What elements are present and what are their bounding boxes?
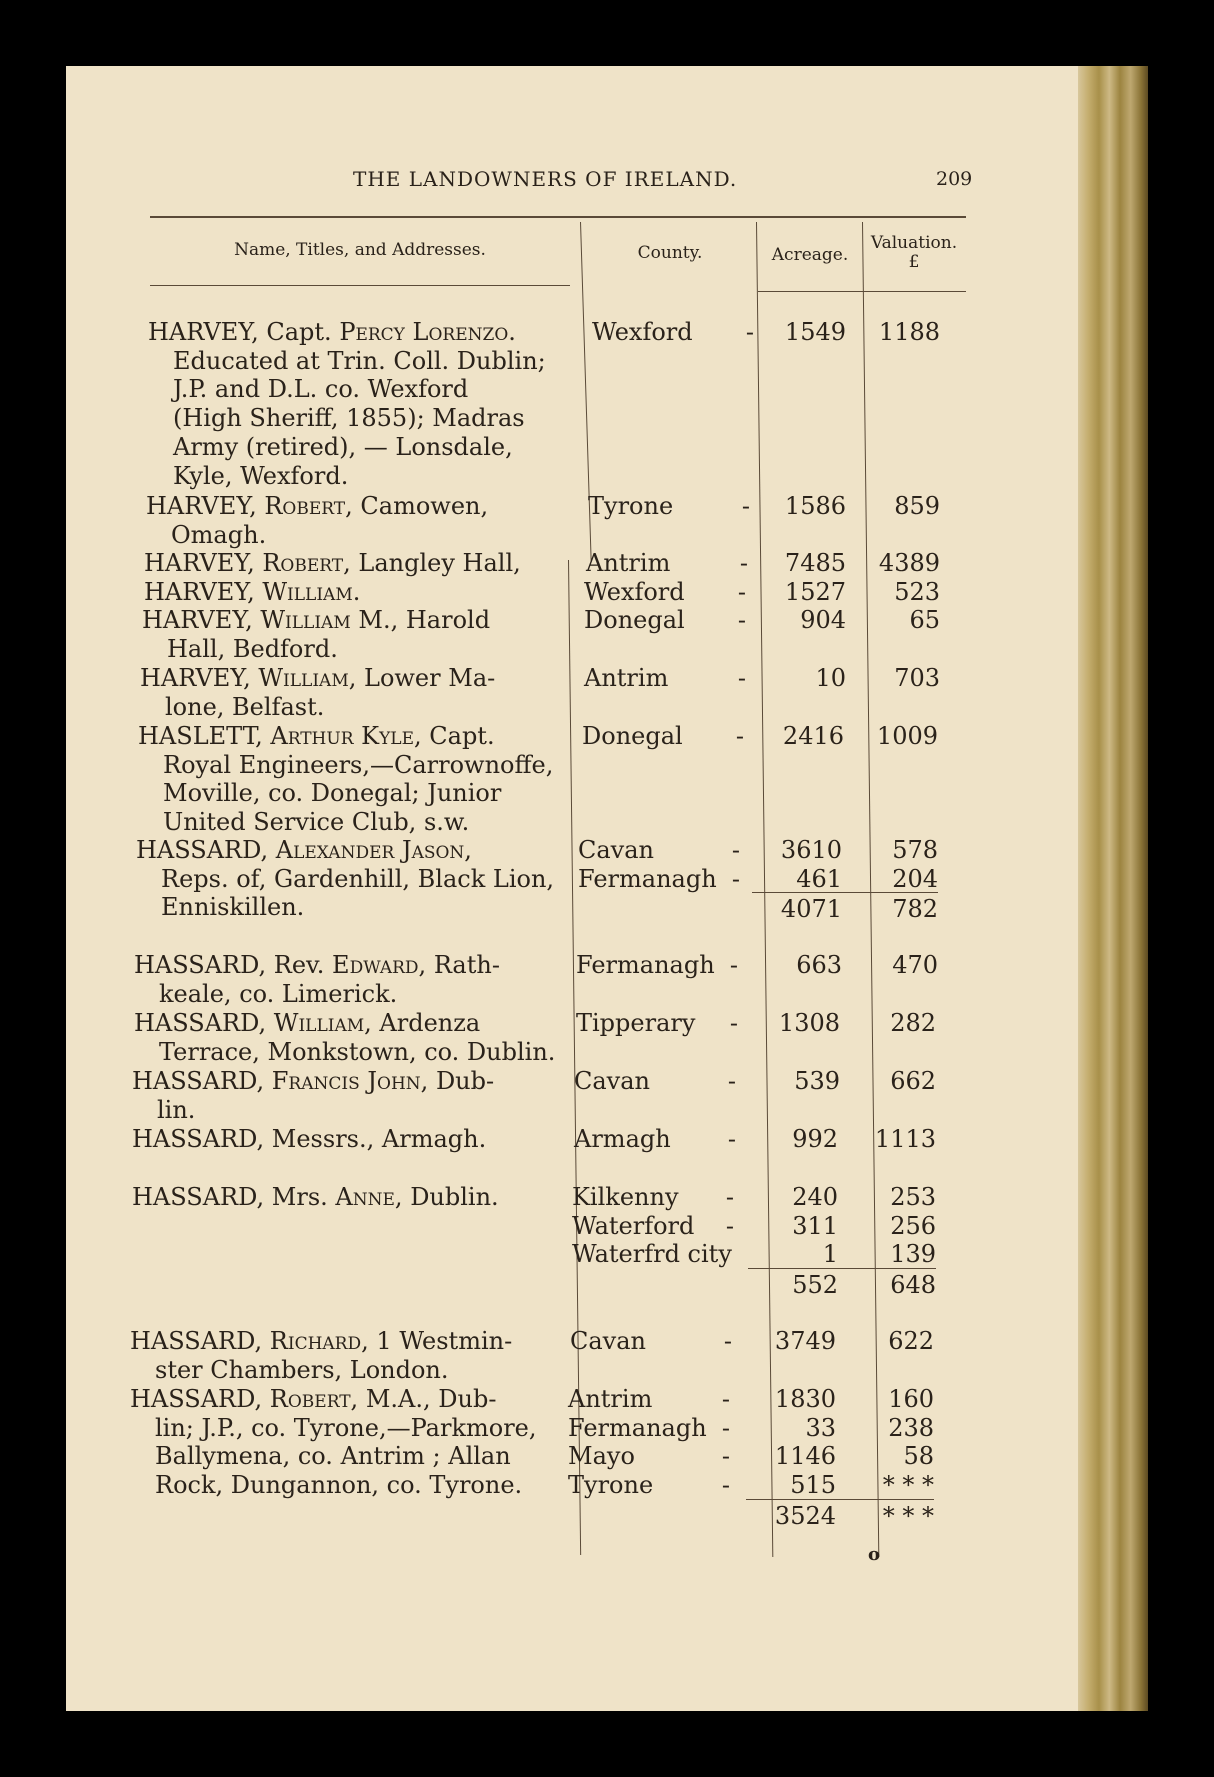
column-header-valuation	[862, 234, 966, 272]
valuation-cell: 859	[894, 492, 940, 520]
valuation-cell: 662	[890, 1067, 936, 1095]
entry-name-line: HASSARD, Rev. Edward, Rath-	[134, 951, 500, 979]
leader-dash: -	[731, 836, 740, 864]
entry-address-line: Terrace, Monkstown, co. Dublin.	[159, 1037, 556, 1066]
county-name: Wexford	[592, 318, 693, 346]
total-rule	[746, 1499, 846, 1500]
entry-address-line: Moville, co. Donegal; Junior	[163, 779, 502, 808]
entry-address-line: Army (retired), — Lonsdale,	[173, 432, 513, 461]
county-cell	[578, 836, 748, 865]
county-cell	[572, 1240, 742, 1269]
county-name: Antrim	[568, 1385, 653, 1413]
acreage-cell: 904	[800, 606, 846, 634]
total-rule	[752, 892, 852, 893]
entry-name-line: HASLETT, Arthur Kyle, Capt.	[138, 722, 495, 750]
entry-name	[130, 1385, 537, 1500]
entry-name	[144, 578, 360, 607]
county-cell	[588, 492, 758, 521]
valuation-cell: 470	[892, 951, 938, 979]
acreage-cell: 240	[792, 1183, 838, 1211]
entry-name	[134, 1009, 555, 1066]
county-name: Antrim	[586, 549, 671, 577]
entry-name-line: HASSARD, Richard, 1 Westmin-	[130, 1327, 513, 1355]
entry-name-line: HARVEY, Capt. Percy Lorenzo.	[148, 318, 516, 346]
entry-address-line: lone, Belfast.	[165, 692, 325, 721]
acreage-cell: 1308	[778, 1009, 840, 1037]
county-name: Kilkenny	[572, 1183, 679, 1211]
county-name: Antrim	[584, 664, 669, 692]
table-top-rule	[150, 216, 966, 218]
valuation-cell: 1009	[876, 722, 938, 750]
entry-address-line: Enniskillen.	[161, 893, 305, 922]
acreage-cell: 992	[792, 1125, 838, 1153]
entry-name-line: HASSARD, William, Ardenza	[134, 1009, 481, 1037]
county-cell	[568, 1471, 738, 1500]
entry-address-line: ster Chambers, London.	[155, 1355, 449, 1384]
total-rule	[836, 1268, 936, 1269]
acreage-cell: 3610	[780, 836, 842, 864]
valuation-cell: 1113	[874, 1125, 936, 1153]
leader-dash: -	[721, 1385, 730, 1413]
entry-name-line: HASSARD, Francis John, Dub-	[132, 1067, 495, 1095]
county-name: Fermanagh	[578, 864, 717, 893]
entry-address-line: United Service Club, s.w.	[163, 808, 470, 837]
county-cell	[584, 578, 754, 607]
county-cell	[578, 865, 748, 894]
page-edges	[1078, 66, 1148, 1711]
entry-name	[134, 951, 500, 1008]
leader-dash: -	[729, 1009, 738, 1037]
county-name: Tipperary	[576, 1009, 696, 1037]
valuation-unit: £	[908, 252, 920, 272]
leader-dash: -	[731, 864, 740, 893]
county-cell	[592, 318, 762, 347]
column-header-name: Name, Titles, and Addresses.	[234, 240, 486, 260]
valuation-cell: 1188	[878, 318, 940, 346]
acreage-cell: 3749	[774, 1327, 836, 1355]
leader-dash: -	[745, 318, 754, 346]
county-name: Mayo	[568, 1442, 635, 1471]
county-cell	[574, 1067, 744, 1096]
acreage-cell: 1146	[774, 1442, 836, 1471]
entry-name-line: HARVEY, Robert, Camowen,	[146, 492, 489, 520]
leader-dash: -	[723, 1327, 732, 1355]
leader-dash: -	[739, 549, 748, 577]
county-name: Wexford	[584, 578, 685, 606]
county-cell	[576, 951, 746, 980]
county-name: Tyrone	[588, 492, 674, 520]
valuation-cell: 523	[894, 578, 940, 606]
leader-dash: -	[721, 1442, 730, 1471]
county-cell	[568, 1442, 738, 1471]
page-number: 209	[936, 168, 973, 190]
entry-name	[146, 492, 488, 549]
county-cell	[586, 549, 756, 578]
valuation-total: 782	[892, 895, 938, 924]
valuation-total: 648	[890, 1271, 936, 1300]
acreage-cell: 7485	[784, 549, 846, 577]
entry-address-line: Rock, Dungannon, co. Tyrone.	[155, 1471, 523, 1500]
valuation-cell: * * *	[882, 1471, 934, 1500]
county-cell	[574, 1125, 744, 1154]
county-cell	[572, 1212, 742, 1241]
entry-address-line: Reps. of, Gardenhill, Black Lion,	[161, 864, 555, 893]
leader-dash: -	[737, 578, 746, 606]
acreage-cell: 1	[822, 1240, 838, 1269]
entry-address-line: lin.	[157, 1095, 196, 1124]
county-name: Cavan	[570, 1327, 646, 1355]
entry-address-line: (High Sheriff, 1855); Madras	[173, 404, 525, 433]
acreage-cell: 461	[796, 864, 842, 893]
entry-address-line: Royal Engineers,—Carrownoffe,	[163, 750, 554, 779]
county-name: Waterfrd city	[572, 1240, 732, 1269]
entry-name	[140, 664, 495, 721]
valuation-cell: 4389	[878, 549, 940, 577]
entry-name-line: HARVEY, William, Lower Ma-	[140, 664, 496, 692]
entry-address-line: J.P. and D.L. co. Wexford	[173, 375, 469, 404]
valuation-cell: 160	[888, 1385, 934, 1413]
county-cell	[582, 722, 752, 751]
county-cell	[576, 1009, 746, 1038]
valuation-cell: 578	[892, 836, 938, 864]
valuation-cell: 58	[903, 1442, 934, 1471]
acreage-cell: 2416	[782, 722, 844, 750]
valuation-cell: 253	[890, 1183, 936, 1211]
acreage-cell: 515	[790, 1471, 836, 1500]
valuation-cell: 282	[890, 1009, 936, 1037]
leader-dash: -	[737, 606, 746, 634]
acreage-cell: 10	[815, 664, 846, 692]
running-header: THE LANDOWNERS OF IRELAND.	[353, 167, 738, 191]
column-header-county: County.	[637, 243, 703, 263]
acreage-cell: 1586	[784, 492, 846, 520]
acreage-total: 552	[792, 1271, 838, 1300]
entry-name	[144, 549, 521, 578]
entry-name	[138, 722, 553, 837]
acreage-cell: 311	[792, 1211, 838, 1240]
total-rule	[838, 892, 938, 893]
entry-address-line: Hall, Bedford.	[167, 634, 338, 663]
acreage-cell: 1527	[784, 578, 846, 606]
county-cell	[568, 1385, 738, 1414]
county-cell	[570, 1327, 740, 1356]
county-name: Armagh	[574, 1125, 671, 1153]
county-cell	[584, 606, 754, 635]
leader-dash: -	[725, 1211, 734, 1240]
entry-name	[136, 836, 554, 922]
county-cell	[572, 1183, 742, 1212]
county-name: Fermanagh	[576, 951, 715, 979]
county-name: Fermanagh	[568, 1413, 707, 1442]
acreage-cell: 663	[796, 951, 842, 979]
acreage-cell: 33	[805, 1413, 836, 1442]
acreage-cell: 1830	[774, 1385, 836, 1413]
county-name: Donegal	[582, 722, 683, 750]
entry-address-line: Educated at Trin. Coll. Dublin;	[173, 346, 546, 375]
valuation-cell: 204	[892, 864, 938, 893]
total-rule	[748, 1268, 848, 1269]
county-cell	[584, 664, 754, 693]
signature-mark: o	[868, 1544, 881, 1565]
entry-address-line: Kyle, Wexford.	[173, 461, 349, 490]
total-rule	[834, 1499, 934, 1500]
leader-dash: -	[721, 1471, 730, 1500]
entry-name-line: HASSARD, Alexander Jason,	[136, 836, 472, 864]
valuation-cell: 65	[909, 606, 940, 634]
header-bottom-rule-name	[150, 285, 570, 286]
valuation-cell: 139	[890, 1240, 936, 1269]
leader-dash: -	[727, 1067, 736, 1095]
leader-dash: -	[721, 1413, 730, 1442]
column-header-acreage: Acreage.	[771, 245, 849, 265]
valuation-cell: 238	[888, 1413, 934, 1442]
entry-address-line: lin; J.P., co. Tyrone,—Parkmore,	[155, 1413, 537, 1442]
entry-name	[132, 1183, 499, 1212]
entry-name-line: HARVEY, Robert, Langley Hall,	[144, 549, 521, 577]
valuation-cell: 256	[890, 1211, 936, 1240]
acreage-cell: 1549	[784, 318, 846, 346]
county-cell	[568, 1414, 738, 1443]
acreage-total: 4071	[780, 895, 842, 924]
leader-dash: -	[735, 722, 744, 750]
entry-address-line: keale, co. Limerick.	[159, 979, 398, 1008]
valuation-total: * * *	[882, 1501, 934, 1530]
county-name: Cavan	[578, 836, 654, 864]
acreage-cell: 539	[794, 1067, 840, 1095]
entry-name-line: HASSARD, Messrs., Armagh.	[132, 1125, 487, 1153]
county-name: Tyrone	[568, 1471, 654, 1500]
valuation-cell: 622	[888, 1327, 934, 1355]
leader-dash: -	[741, 492, 750, 520]
county-name: Cavan	[574, 1067, 650, 1095]
county-name: Donegal	[584, 606, 685, 634]
leader-dash: -	[729, 951, 738, 979]
valuation-cell: 703	[894, 664, 940, 692]
leader-dash: -	[727, 1125, 736, 1153]
acreage-total: 3524	[774, 1501, 836, 1530]
county-name: Waterford	[572, 1211, 695, 1240]
leader-dash: -	[725, 1183, 734, 1211]
entry-name	[148, 318, 546, 490]
entry-name	[142, 606, 490, 663]
entry-name-line: HARVEY, William.	[144, 578, 361, 606]
entry-address-line: Ballymena, co. Antrim ; Allan	[155, 1442, 511, 1471]
entry-name-line: HASSARD, Robert, M.A., Dub-	[130, 1385, 497, 1413]
entry-name	[130, 1327, 512, 1384]
entry-name-line: HASSARD, Mrs. Anne, Dublin.	[132, 1183, 499, 1211]
entry-name	[132, 1125, 486, 1154]
leader-dash: -	[737, 664, 746, 692]
entry-name	[132, 1067, 494, 1124]
entry-name-line: HARVEY, William M., Harold	[142, 606, 491, 634]
entry-address-line: Omagh.	[171, 520, 267, 549]
valuation-label: Valuation.	[870, 233, 958, 253]
